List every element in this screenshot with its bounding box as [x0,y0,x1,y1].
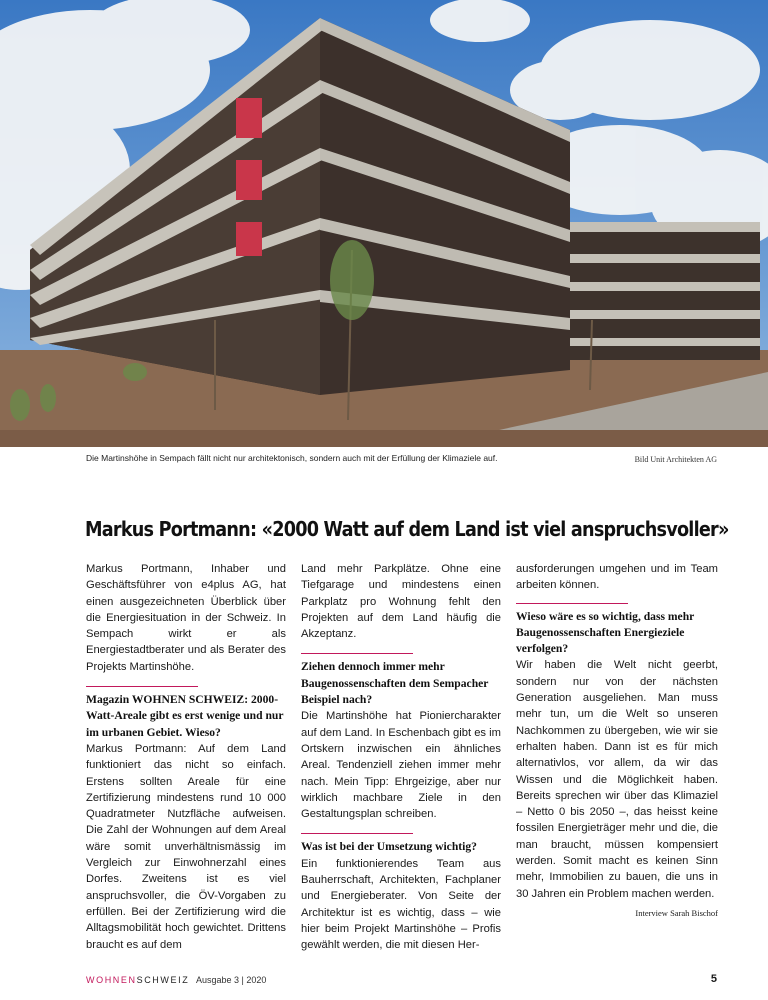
question-block [516,607,718,658]
question-heading: Ziehen dennoch immer mehr Baugenossenschaften dem Sempacher Beispiel nach? [301,660,489,707]
photo-caption: Die Martinshöhe in Sempach fällt nicht nur architektonisch, sondern auch mit der Erfüllung der Klimaziele auf. [86,453,498,463]
question-heading: Magazin WOHNEN SCHWEIZ: 2000-Watt-Areale gibt es erst wenige und nur im urbanen Gebiet. Wieso? [86,693,284,739]
question-heading: Was ist bei der Umsetzung wichtig? [301,840,477,854]
intro-paragraph: Markus Portmann, Inhaber und Geschäftsführer von e4plus AG, hat einen ausgezeichneten Überblick über die Energiesituation in der Schweiz. In Sempach wirkt er als Energiestadtberater und als Berater des Projekts Martinshöhe. [86,563,286,673]
answer-paragraph: Land mehr Parkplätze. Ohne eine Tiefgarage und mindestens einen Parkplatz pro Wohnung fehlt den Projekten auf dem Land häufig die Akzeptanz. [301,563,501,641]
hero-photo [0,0,768,447]
building-photo-illustration [0,0,768,447]
article-headline: Markus Portmann: «2000 Watt auf dem Land ist viel anspruchsvoller» [85,516,729,541]
question-heading: Wieso wäre es so wichtig, dass mehr Baugenossenschaften Energieziele verfolgen? [516,609,695,656]
answer-paragraph: ausforderungen umgehen und im Team arbeiten können. [516,563,718,592]
author-signature: Interview Sarah Bischof [635,907,718,918]
column-1 [86,561,286,953]
answer-paragraph: Ein funktionierendes Team aus Bauherrschaft, Architekten, Fachplaner und Energieberater. Von Seite der Architektur ist es wichtig, dass – wie hier beim Projekt Martinshöhe – Profis gewählt werden, die mit diesen Her- [301,857,501,952]
photo-credit: Bild Unit Architekten AG [634,455,717,464]
question-block [86,690,286,741]
question-block [301,657,501,708]
magazine-logo [86,975,189,985]
issue-label: Ausgabe 3 | 2020 [196,975,267,985]
question-block [301,837,501,855]
logo-part-1: WOHNEN [86,975,137,985]
logo-part-2: SCHWEIZ [136,975,190,985]
answer-paragraph: Markus Portmann: Auf dem Land funktioniert das nicht so einfach. Erstens sollten Areale für eine Zertifizierung mindestens rund 10 000 Quadratmeter Nutzfläche aufweisen. Die Zahl der Wohnungen auf dem Areal wäre somit unverhältnismässig im Vergleich zur Einwohnerzahl eines Dorfes. Zweitens ist es viel anspruchsvoller, die ÖV-Vorgaben zu erfüllen. Bei der Zertifizierung wird die Alltagsmobilität hoch gewichtet. Drittens braucht es auf dem [86,742,286,951]
answer-paragraph: Die Martinshöhe hat Pioniercharakter auf dem Land. In Eschenbach gibt es im Ortskern inzwischen ein ähnliches Areal. Tendenziell ziehen immer mehr nach. Mein Tipp: Ehrgeizige, aber nur wirklich machbare Ziele in den Gestaltungsplan schreiben. [301,710,501,821]
answer-paragraph: Wir haben die Welt nicht geerbt, sondern nur von der nächsten Generation ausgeliehen. Man muss mehr tun, um die Welt so unseren Nachkommen zu übergeben, wie wir sie erhalten haben. Dann ist es für mich alternativlos, vor allem, da wir das Wissen und die Möglichkeit haben. Bereits sprechen wir über das Klimaziel – Netto 0 bis 2050 –, das heisst keine fossilen Energieträger mehr und die, die man braucht, müssen kompensiert werden. Somit macht es keinen Sinn mehr, Immobilien zu bauen, die uns in 30 Jahren ein Problem machen werden. [516,659,718,900]
page-number: 5 [710,973,717,985]
column-2 [301,561,501,954]
column-3 [516,561,718,921]
